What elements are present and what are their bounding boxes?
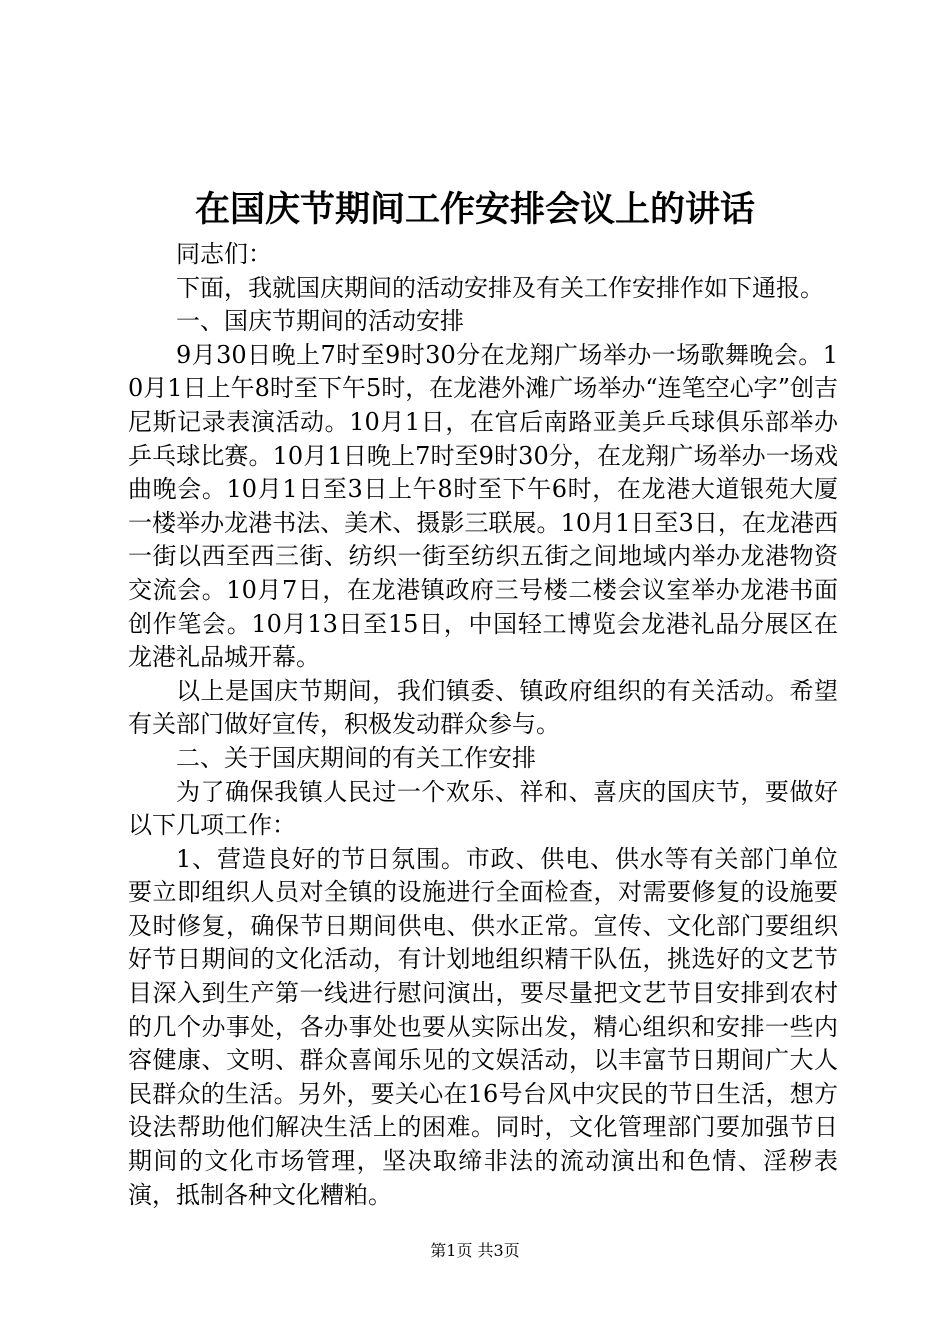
paragraph-intro: 下面，我就国庆期间的活动安排及有关工作安排作如下通报。 [176,273,824,302]
page-footer: 第1页 共3页 [430,1241,520,1260]
document-title: 在国庆节期间工作安排会议上的讲话 [194,189,755,230]
section-heading-1: 一、国庆节期间的活动安排 [176,307,464,336]
paragraph-activities: 9月30日晚上7时至9时30分在龙翔广场举办一场歌舞晚会。10月1日上午8时至下午5时，在龙港外滩广场举办“连笔空心字”创吉尼斯记录表演活动。10月1日，在官后南路亚美乒乓球俱乐部举办乒乓球比赛。10月1日晚上7时至9时30分，在龙翔广场举办一场戏曲晚会。10月1日至3日上午8时至下午6时，在龙港大道银苑大厦一楼举办龙港书法、美术、摄影三联展。10月1日至3日，在龙港西一街以西至西三街、纺织一街至纺织五街之间地域内举办龙港物资交流会。10月7日，在龙港镇政府三号楼二楼会议室举办龙港书面创作笔会。10月13日至15日，中国轻工博览会龙港礼品分展区在龙港礼品城开幕。 [128,340,838,672]
paragraph-work-intro: 为了确保我镇人民过一个欢乐、祥和、喜庆的国庆节，要做好以下几项工作： [128,777,838,840]
paragraph-item-1: 1、营造良好的节日氛围。市政、供电、供水等有关部门单位要立即组织人员对全镇的设施进行全面检查，对需要修复的设施要及时修复，确保节日期间供电、供水正常。宣传、文化部门要组织好节日期间的文化活动，有计划地组织精干队伍，挑选好的文艺节目深入到生产第一线进行慰问演出，要尽量把文艺节目安排到农村的几个办事处，各办事处也要从实际出发，精心组织和安排一些内容健康、文明、群众喜闻乐见的文娱活动，以丰富节日期间广大人民群众的生活。另外，要关心在16号台风中灾民的节日生活，想方设法帮助他们解决生活上的困难。同时，文化管理部门要加强节日期间的文化市场管理，坚决取缔非法的流动演出和色情、淫秽表演，抵制各种文化糟粕。 [128,844,838,1209]
section-heading-2: 二、关于国庆期间的有关工作安排 [176,743,536,772]
paragraph-activities-summary: 以上是国庆节期间，我们镇委、镇政府组织的有关活动。希望有关部门做好宣传，积极发动群众参与。 [128,676,838,739]
document-body [128,238,838,1212]
paragraph-salutation: 同志们： [176,240,272,268]
